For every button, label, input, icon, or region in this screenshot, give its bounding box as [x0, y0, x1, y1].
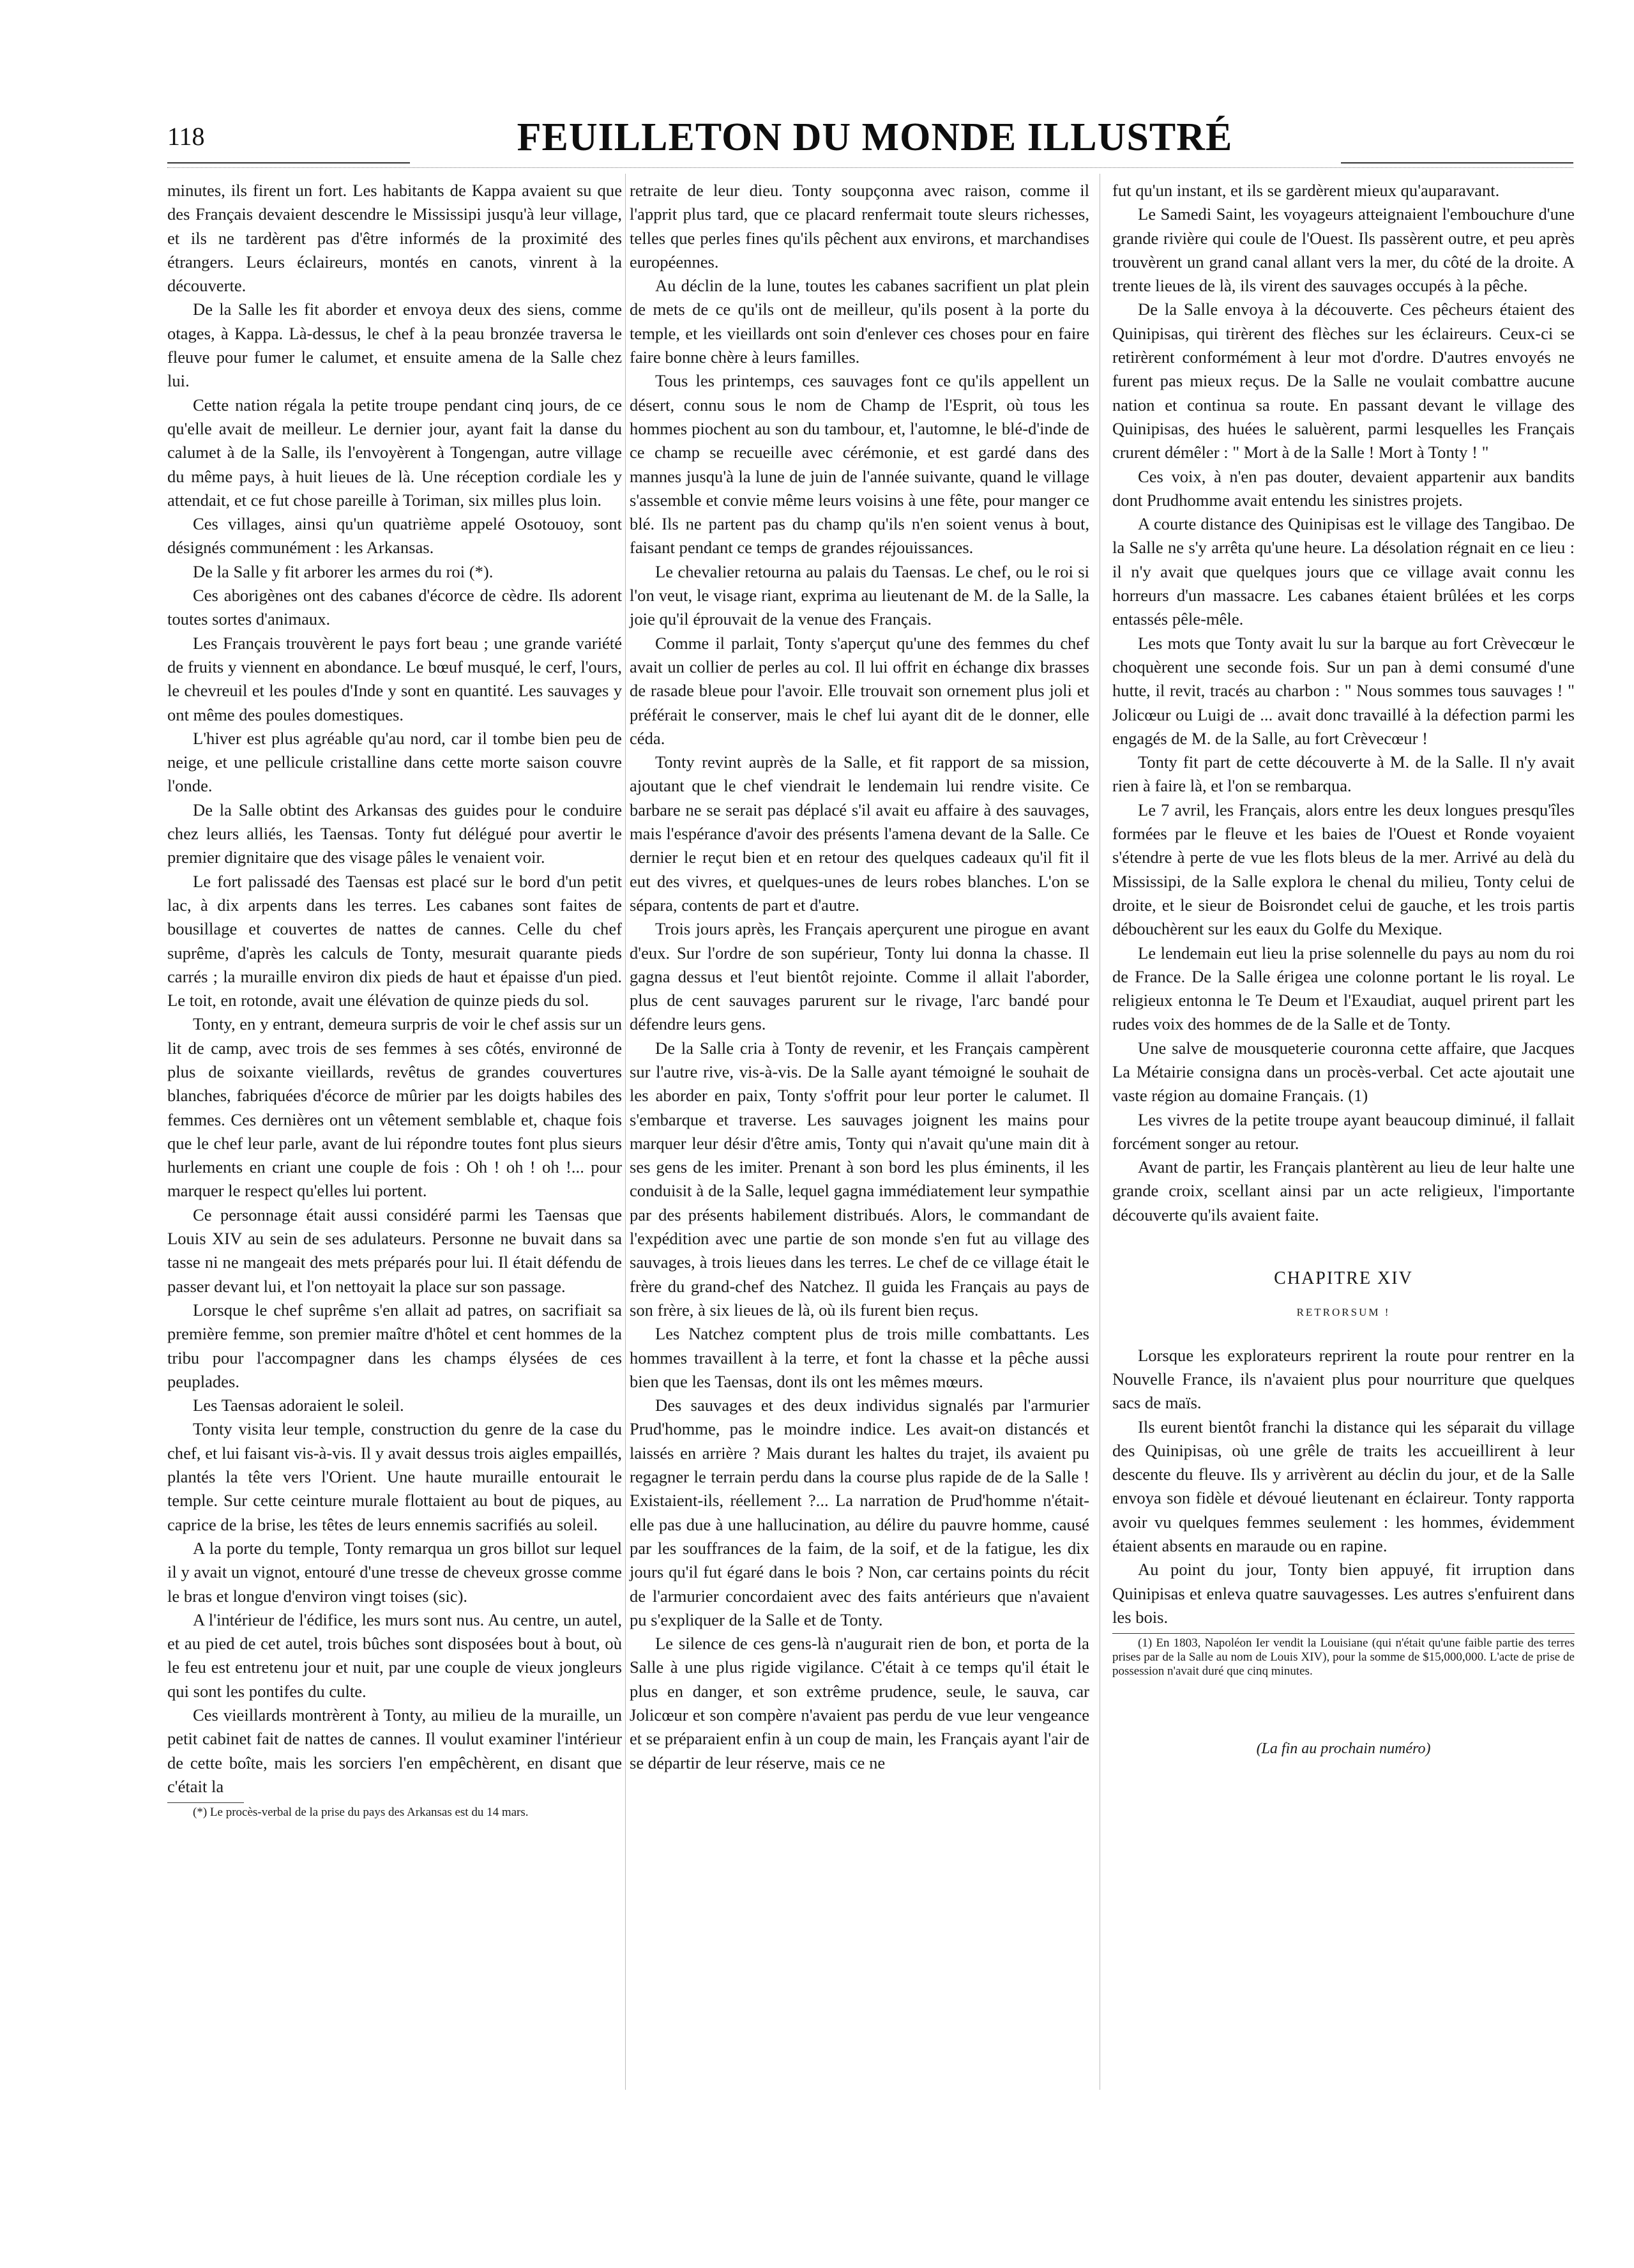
paragraph: De la Salle les fit aborder et envoya deux des siens, comme otages, à Kappa. Là-dessus, le chef à la peau bronzée traversa le fleuve pour fumer le calumet, et ensuite amena de la Salle chez lui. [167, 300, 622, 391]
column-1 [167, 179, 622, 1820]
paragraph: Ce personnage était aussi considéré parmi les Taensas que Louis XIV au sein de ses adulateurs. Personne ne buvait dans sa tasse ni ne mangeait des mets préparés pour lui. Il était défendu de passer devant lui, et l'on nettoyait la place sur son passage. [167, 1205, 622, 1296]
header-rule [1341, 162, 1573, 164]
paragraph: Tonty revint auprès de la Salle, et fit rapport de sa mission, ajoutant que le chef viendrait le lendemain lui rendre visite. Ce barbare ne se serait pas déplacé s'il avait eu affaire à des sauvages, mais l'espérance d'avoir des présents l'amena devant de la Salle. Ce dernier le reçut bien et en retour des quelques cadeaux qu'il fit il eut des vivres, et quelques-unes de leurs robes blanches. L'on se sépara, contents de part et d'autre. [630, 752, 1089, 915]
paragraph: Le fort palissadé des Taensas est placé sur le bord d'un petit lac, à dix arpents dans les terres. Les cabanes sont faites de bousillage et couvertes de nattes de cannes. Celle du chef suprême, d'après les calculs de Tonty, mesurait quarante pieds carrés ; la muraille environ dix pieds de haut et épaisse d'un pied. Le toit, en rotonde, avait une élévation de quinze pieds du sol. [167, 871, 622, 1010]
footnote: (*) Le procès-verbal de la prise du pays des Arkansas est du 14 mars. [193, 1806, 529, 1820]
paragraph: minutes, ils firent un fort. Les habitants de Kappa avaient su que des Français devaient descendre le Mississipi jusqu'à leur village, et ils ne tardèrent pas d'être informés de la proximité des étrangers. Leurs éclaireurs, montés en canots, vinrent à la découverte. [167, 181, 622, 296]
paragraph: Le silence de ces gens-là n'augurait rien de bon, et porta de la Salle à une plus rigide vigilance. C'était à ce temps qu'il était le plus en danger, et son extrême prudence, seule, le sauva, car Jolicœur et son compère n'avaient pas perdu de vue leur vengeance et se préparaient enfin à un coup de main, les Français ayant l'air de se départir de leur réserve, mais ce ne [630, 1634, 1089, 1772]
paragraph: Le chevalier retourna au palais du Taensas. Le chef, ou le roi si l'on veut, le visage riant, exprima au lieutenant de M. de la Salle, la joie qu'il éprouvait de la venue des Français. [630, 561, 1089, 629]
paragraph: A courte distance des Quinipisas est le village des Tangibao. De la Salle ne s'y arrêta qu'une heure. La désolation régnait en ce lieu : il n'y avait que quelques jours que ce village avait connu les horreurs d'un massacre. Les cabanes étaient brûlées et les corps entassés pêle-mêle. [1112, 514, 1575, 629]
page-number: 118 [167, 122, 205, 151]
column-3 [1112, 179, 1575, 1762]
paragraph: Avant de partir, les Français plantèrent au lieu de leur halte une grande croix, scellant ainsi par un acte religieux, l'importante découverte qu'ils avaient faite. [1112, 1157, 1575, 1224]
paragraph: L'hiver est plus agréable qu'au nord, car il tombe bien peu de neige, et une pellicule cristalline dans cette morte saison couvre l'onde. [167, 728, 622, 796]
chapter-title: CHAPITRE XIV [1274, 1268, 1413, 1289]
paragraph: Les Français trouvèrent le pays fort beau ; une grande variété de fruits y viennent en abondance. Le bœuf musqué, le cerf, l'ours, le chevreuil et les poules d'Inde y sont en quantité. Les sauvages y ont même des poules domestiques. [167, 633, 622, 724]
paragraph: Trois jours après, les Français aperçurent une pirogue en avant d'eux. Sur l'ordre de son supérieur, Tonty lui donna la chasse. Il gagna dessus et l'eut bientôt rejointe. Comme il allait l'aborder, plus de cent sauvages parurent sur le rivage, l'arc bandé pour défendre leurs gens. [630, 919, 1089, 1034]
chapter-subtitle: RETRORSUM ! [1296, 1306, 1391, 1319]
paragraph: De la Salle obtint des Arkansas des guides pour le conduire chez leurs alliés, les Taensas. Tonty fut délégué pour avertir le premier dignitaire que des visage pâles le venaient voir. [167, 800, 622, 867]
paragraph: Comme il parlait, Tonty s'aperçut qu'une des femmes du chef avait un collier de perles au col. Il lui offrit en échange dix brasses de rasade bleue pour l'avoir. Elle trouvait son ornement plus joli et préférait le conserver, mais le chef lui ayant dit de le donner, elle céda. [630, 633, 1089, 748]
paragraph: Tonty fit part de cette découverte à M. de la Salle. Il n'y avait rien à faire là, et l'on se rembarqua. [1112, 752, 1575, 796]
paragraph: Le Samedi Saint, les voyageurs atteignaient l'embouchure d'une grande rivière qui coule de l'Ouest. Ils passèrent outre, et peu après trouvèrent un grand canal allant vers la mer, du côté de la droite. A trente lieues de là, ils virent des sauvages occupés à la pêche. [1112, 204, 1575, 296]
footnote-rule [1112, 1633, 1575, 1634]
paragraph: Ces villages, ainsi qu'un quatrième appelé Osotouoy, sont désignés communément : les Arkansas. [167, 514, 622, 558]
paragraph: Cette nation régala la petite troupe pendant cinq jours, de ce qu'elle avait de meilleur. Le dernier jour, ayant fait la danse du calumet à de la Salle, ils l'envoyèrent à Tongengan, autre village du même pays, à huit lieues de là. Une réception cordiale les y attendait, et ce fut chose pareille à Toriman, six milles plus loin. [167, 395, 622, 510]
paragraph: Les mots que Tonty avait lu sur la barque au fort Crèvecœur le choquèrent une seconde fois. Sur un pan à demi consumé d'une hutte, il revit, tracés au charbon : " Nous sommes tous sauvages ! " Jolicœur ou Luigi de ... avait donc travaillé à la défection parmi les engagés de M. de la Salle, au fort Crèvecœur ! [1112, 633, 1575, 748]
column-rule [625, 174, 626, 2090]
paragraph: Des sauvages et des deux individus signalés par l'armurier Prud'homme, pas le moindre indice. Les avait-on distancés et laissés en arrière ? Mais durant les haltes du trajet, ils avaient pu regagner le terrain perdu dans la course plus rapide de de la Salle ! Existaient-ils, réellement ?... La narration de Prud'homme n'était-elle pas due à une hallucination, au délire du pauvre homme, causé par les souffrances de la faim, de la soif, et de la fatigue, les dix jours qu'il fut égaré dans le bois ? Non, car certains points du récit de l'armurier concordaient avec des faits antérieurs que n'avaient pu s'expliquer de la Salle et de Tonty. [630, 1396, 1089, 1629]
paragraph: Ces voix, à n'en pas douter, devaient appartenir aux bandits dont Prudhomme avait entendu les sinistres projets. [1112, 466, 1575, 510]
paragraph: Ces vieillards montrèrent à Tonty, au milieu de la muraille, un petit cabinet fait de nattes de cannes. Il voulut examiner l'intérieur de cette boîte, mais les sorciers l'en empêchèrent, en disant que c'était la [167, 1705, 622, 1796]
paragraph: Lorsque les explorateurs reprirent la route pour rentrer en la Nouvelle France, ils n'avaient plus pour nourriture que quelques sacs de maïs. [1112, 1345, 1575, 1413]
paragraph: Les Taensas adoraient le soleil. [193, 1396, 404, 1415]
paragraph: De la Salle envoya à la découverte. Ces pêcheurs étaient des Quinipisas, qui tirèrent des flèches sur les éclaireurs. Ceux-ci se retirèrent conformément à leur mot d'ordre. D'autres envoyés ne furent pas mieux reçus. De la Salle ne voulait combattre aucune nation et continua sa route. En passant devant le village des Quinipisas, des huées le saluèrent, parmi lesquelles les Français crurent démêler : " Mort à de la Salle ! Mort à Tonty ! " [1112, 300, 1575, 462]
paragraph: Tonty, en y entrant, demeura surpris de voir le chef assis sur un lit de camp, avec trois de ses femmes à ses côtés, environné de plus de soixante vieillards, revêtus de grandes couvertures blanches, fabriquées d'écorce de mûrier par les doigts habiles des femmes. Ces dernières ont un vêtement semblable et, chaque fois que le chef leur parle, avant de lui répondre toutes font plus sieurs hurlements en criant une couple de fois : Oh ! oh ! oh !... pour marquer le respect qu'elles lui portent. [167, 1014, 622, 1201]
paragraph: A l'intérieur de l'édifice, les murs sont nus. Au centre, un autel, et au pied de cet autel, trois bûches sont disposées bout à bout, où le feu est entretenu jour et nuit, par une couple de vieux jongleurs qui sont les pontifes du culte. [167, 1610, 622, 1701]
paragraph: Les Natchez comptent plus de trois mille combattants. Les hommes travaillent à la terre, et font la chasse et la pêche aussi bien que les Taensas, dont ils ont les mêmes mœurs. [630, 1324, 1089, 1391]
paragraph: Le 7 avril, les Français, alors entre les deux longues presqu'îles formées par le fleuve et les baies de l'Ouest et Ronde voyaient s'étendre à perte de vue les flots bleus de la mer. Arrivé au delà du Mississipi, de la Salle explora le chenal du milieu, Tonty celui de droite, et le sieur de Boisrondet celui de gauche, et les trois partis débouchèrent sur les eaux du Golfe du Mexique. [1112, 800, 1575, 939]
paragraph: Tous les printemps, ces sauvages font ce qu'ils appellent un désert, connu sous le nom de Champ de l'Esprit, où tous les hommes piochent au son du tambour, et, l'automne, le blé-d'inde de ce champ se recueille avec cérémonie, et est gardé dans des mannes jusqu'à la lune de juin de l'année suivante, quand le village s'assemble et convie même leurs voisins à une fête, pour manger ce blé. Ils ne partent pas du champ qu'ils n'en soient venus à bout, faisant pendant ce temps de grandes réjouissances. [630, 371, 1089, 558]
footnote: (1) En 1803, Napoléon Ier vendit la Louisiane (qui n'était qu'une faible partie des terres prises par de la Salle au nom de Louis XIV), pour la somme de $15,000,000. L'acte de prise de possession n'avait duré que cinq minutes. [1112, 1636, 1575, 1678]
paragraph: De la Salle cria à Tonty de revenir, et les Français campèrent sur l'autre rive, vis-à-vis. De la Salle ayant témoigné le souhait de les aborder en paix, Tonty s'offrit pour leur porter le calumet. Il s'embarque et traverse. Les sauvages joignent les mains pour marquer leur désir d'être amis, Tonty qui n'avait qu'une main dit à ses gens de les imiter. Prenant à son bord les plus éminents, il les conduisit à de la Salle, lequel gagna immédiatement leur sympathie par des présents habilement distribués. Alors, le commandant de l'expédition avec une partie de son monde s'en fut au village des sauvages, à trois lieues dans les terres. Le chef de ce village était le frère du grand-chef des Natchez. Il guida les Français au pays de son frère, à six lieues de là, où ils furent bien reçus. [630, 1038, 1089, 1320]
paragraph: fut qu'un instant, et ils se gardèrent mieux qu'auparavant. [1112, 181, 1500, 200]
paragraph: Ils eurent bientôt franchi la distance qui les séparait du village des Quinipisas, où une grêle de traits les accueillirent à leur descente du fleuve. Ils y arrivèrent au déclin du jour, et de la Salle envoya son fidèle et dévoué lieutenant en éclaireur. Tonty rapporta avoir vu quelques femmes seulement : les hommes, évidemment étaient absents en maraude ou en rapine. [1112, 1417, 1575, 1556]
paragraph: A la porte du temple, Tonty remarqua un gros billot sur lequel il y avait un vignot, entouré d'une tresse de cheveux grosse comme le bras et longue d'environ vingt toises (sic). [167, 1538, 622, 1606]
header-rule [167, 162, 410, 164]
paragraph: Lorsque le chef suprême s'en allait ad patres, on sacrifiait sa première femme, son premier maître d'hôtel et cent hommes de la tribu pour l'accompagner dans les champs élysées de ces peuplades. [167, 1300, 622, 1391]
paragraph: Tonty visita leur temple, construction du genre de la case du chef, et lui faisant vis-à-vis. Il y avait dessus trois aigles empaillés, plantés la tête vers l'Orient. Une haute muraille entourait le temple. Sur cette ceinture murale flottaient au bout de piques, au caprice de la brise, les têtes de leurs ennemis sacrifiés au soleil. [167, 1419, 622, 1534]
running-title: FEUILLETON DU MONDE ILLUSTRÉ [517, 116, 1233, 159]
paragraph: Au déclin de la lune, toutes les cabanes sacrifient un plat plein de mets de ce qu'ils ont de meilleur, qu'ils posent à la porte du temple, et les vieillards ont soin d'enlever ces choses pour en faire faire bonne chère à leurs familles. [630, 276, 1089, 367]
paragraph: Au point du jour, Tonty bien appuyé, fit irruption dans Quinipisas et enleva quatre sauvagesses. Les autres s'enfuirent dans les bois. [1112, 1560, 1575, 1627]
paragraph: Ces aborigènes ont des cabanes d'écorce de cèdre. Ils adorent toutes sortes d'animaux. [167, 586, 622, 629]
paragraph: Le lendemain eut lieu la prise solennelle du pays au nom du roi de France. De la Salle érigea une colonne portant le lis royal. Le religieux entonna le Te Deum et l'Exaudiat, auquel prirent part les rudes voix des hommes de de la Salle et de Tonty. [1112, 943, 1575, 1034]
continuation-note: (La fin au prochain numéro) [1256, 1740, 1431, 1758]
footnote-rule [167, 1802, 244, 1803]
paragraph: retraite de leur dieu. Tonty soupçonna avec raison, comme il l'apprit plus tard, que ce placard renfermait toute sleurs richesses, telles que perles fines qu'ils pêchent aux environs, et marchandises européennes. [630, 181, 1089, 271]
header-rule-thin [167, 167, 1573, 168]
paragraph: Les vivres de la petite troupe ayant beaucoup diminué, il fallait forcément songer au retour. [1112, 1109, 1575, 1153]
paragraph: Une salve de mousqueterie couronna cette affaire, que Jacques La Métairie consigna dans un procès-verbal. Cet acte ajoutait une vaste région au domaine Français. (1) [1112, 1038, 1575, 1106]
paragraph: De la Salle y fit arborer les armes du roi (*). [193, 561, 494, 581]
column-2 [630, 179, 1089, 1775]
